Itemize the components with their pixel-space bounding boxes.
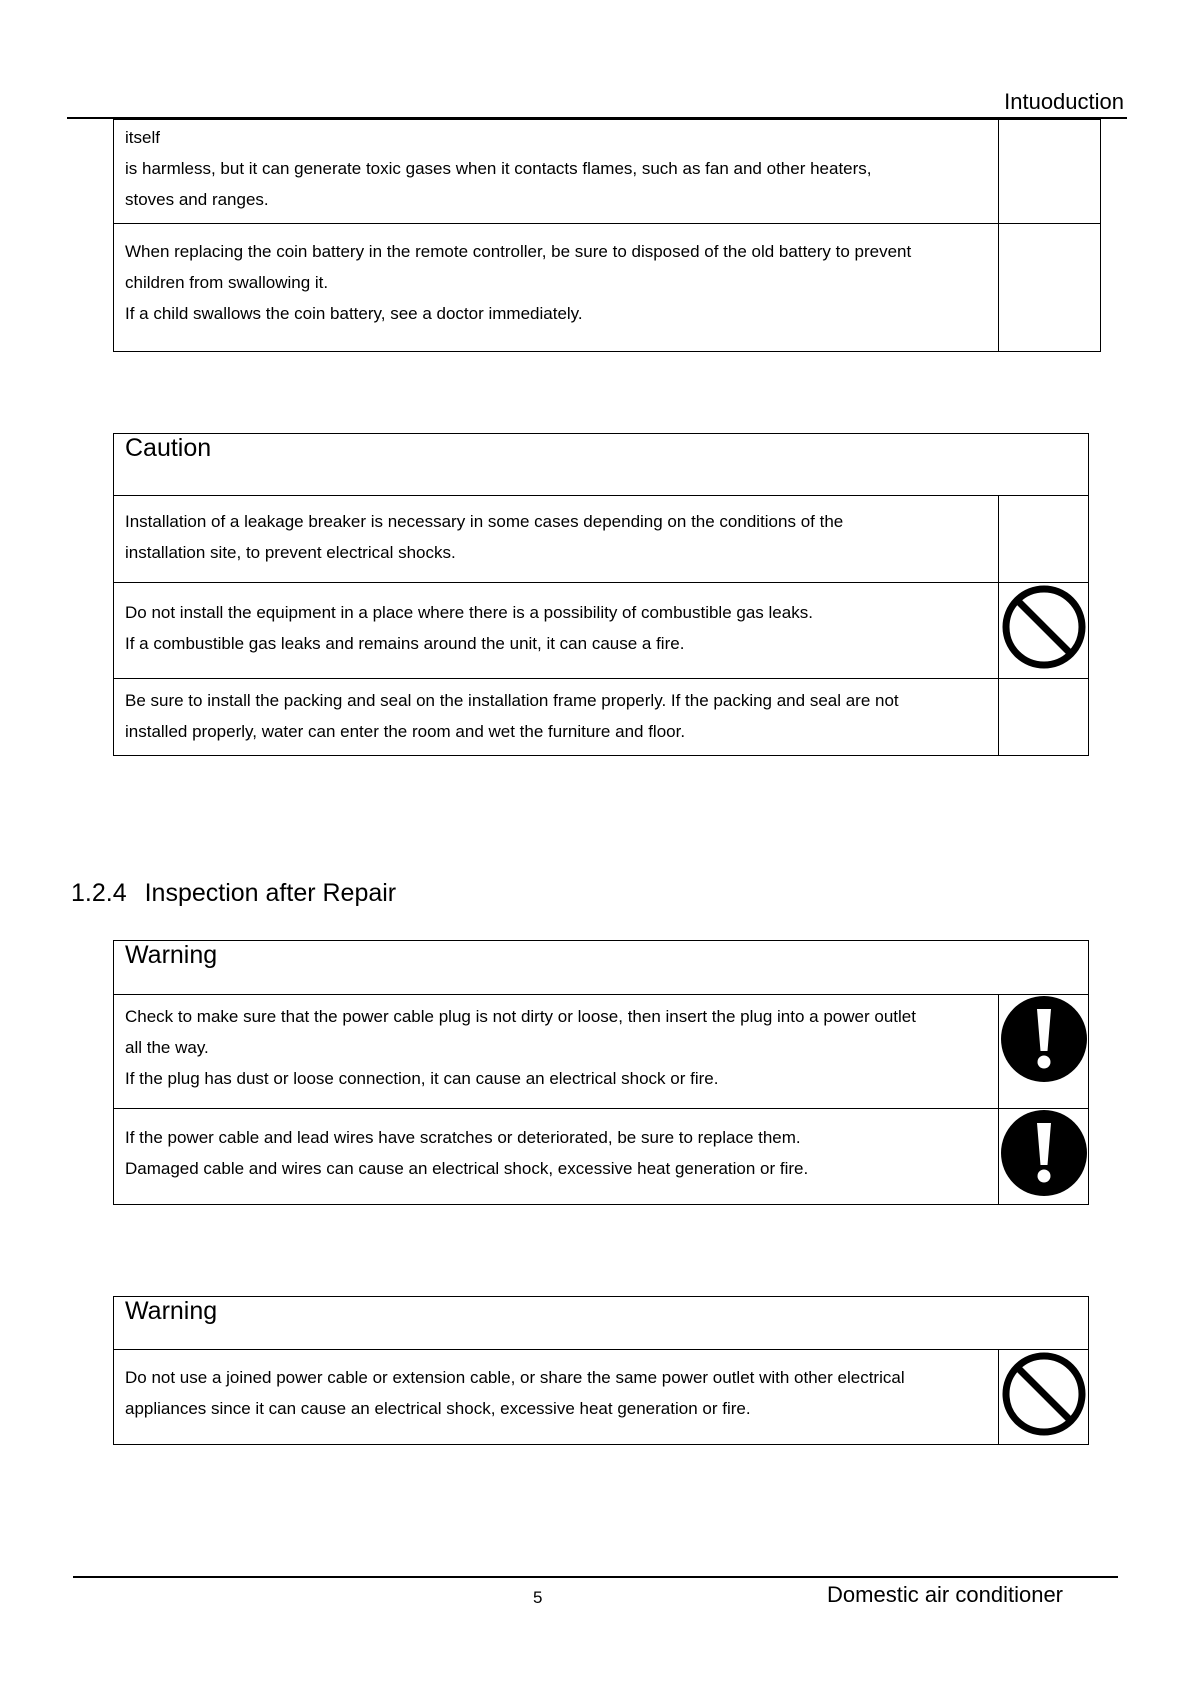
row-text [114, 224, 999, 352]
text-line: installed properly, water can enter the room and wet the furniture and floor. [125, 722, 686, 741]
icon-cell [999, 1350, 1089, 1445]
row-text [114, 496, 999, 583]
text-line: installation site, to prevent electrical shocks. [125, 543, 456, 562]
footer-title: Domestic air conditioner [827, 1582, 1063, 1607]
text-line: stoves and ranges. [125, 190, 269, 209]
text-line: itself [125, 128, 160, 147]
text-line: Check to make sure that the power cable plug is not dirty or loose, then insert the plug into a power outlet [125, 1007, 916, 1026]
mandatory-action-icon [1000, 995, 1088, 1083]
text-line: appliances since it can cause an electrical shock, excessive heat generation or fire. [125, 1399, 751, 1418]
header-title: Intuoduction [1004, 89, 1124, 114]
table-title-row [114, 941, 1089, 995]
text-line: Be sure to install the packing and seal on the installation frame properly. If the packing and seal are not [125, 691, 899, 710]
text-line: If the plug has dust or loose connection, it can cause an electrical shock or fire. [125, 1069, 719, 1088]
section-heading [71, 879, 396, 908]
row-text [114, 1350, 999, 1445]
caution-title: Caution [114, 434, 1089, 496]
text-line: If a child swallows the coin battery, see a doctor immediately. [125, 304, 583, 323]
warning-table-1 [113, 940, 1089, 1205]
table-title-row [114, 1297, 1089, 1350]
prohibition-icon [1000, 583, 1088, 671]
table-row [114, 583, 1089, 679]
section-number: 1.2.4 [71, 879, 127, 907]
table-title-row [114, 434, 1089, 496]
row-text [114, 1109, 999, 1205]
prohibition-icon [1000, 1350, 1088, 1438]
table-row [114, 995, 1089, 1109]
text-line: Damaged cable and wires can cause an electrical shock, excessive heat generation or fire. [125, 1159, 809, 1178]
row-text [114, 120, 999, 224]
text-line: If a combustible gas leaks and remains around the unit, it can cause a fire. [125, 634, 685, 653]
caution-table [113, 433, 1089, 756]
row-text [114, 583, 999, 679]
table-row [114, 120, 1101, 224]
warning-title: Warning [114, 1297, 1089, 1350]
row-text [114, 679, 999, 756]
text-line: all the way. [125, 1038, 209, 1057]
top-safety-table [113, 119, 1101, 352]
text-line: When replacing the coin battery in the remote controller, be sure to disposed of the old battery to prevent [125, 242, 912, 261]
icon-cell [999, 679, 1089, 756]
warning-table-2 [113, 1296, 1089, 1445]
table-row [114, 679, 1089, 756]
section-title: Inspection after Repair [144, 879, 397, 907]
text-line: is harmless, but it can generate toxic gases when it contacts flames, such as fan and other heaters, [125, 159, 872, 178]
text-line: Do not use a joined power cable or extension cable, or share the same power outlet with other electrical [125, 1368, 905, 1387]
text-line: Do not install the equipment in a place where there is a possibility of combustible gas leaks. [125, 603, 813, 622]
warning-title: Warning [114, 941, 1089, 995]
text-line: Installation of a leakage breaker is necessary in some cases depending on the conditions of the [125, 512, 844, 531]
icon-cell [999, 224, 1101, 352]
page-number: 5 [533, 1588, 543, 1607]
text-line: children from swallowing it. [125, 273, 329, 292]
icon-cell [999, 583, 1089, 679]
icon-cell [999, 1109, 1089, 1205]
icon-cell [999, 496, 1089, 583]
table-row [114, 496, 1089, 583]
mandatory-action-icon [1000, 1109, 1088, 1197]
table-row [114, 1350, 1089, 1445]
text-line: If the power cable and lead wires have scratches or deteriorated, be sure to replace them. [125, 1128, 801, 1147]
icon-cell [999, 995, 1089, 1109]
table-row [114, 224, 1101, 352]
icon-cell [999, 120, 1101, 224]
footer-rule [73, 1576, 1118, 1578]
table-row [114, 1109, 1089, 1205]
row-text [114, 995, 999, 1109]
